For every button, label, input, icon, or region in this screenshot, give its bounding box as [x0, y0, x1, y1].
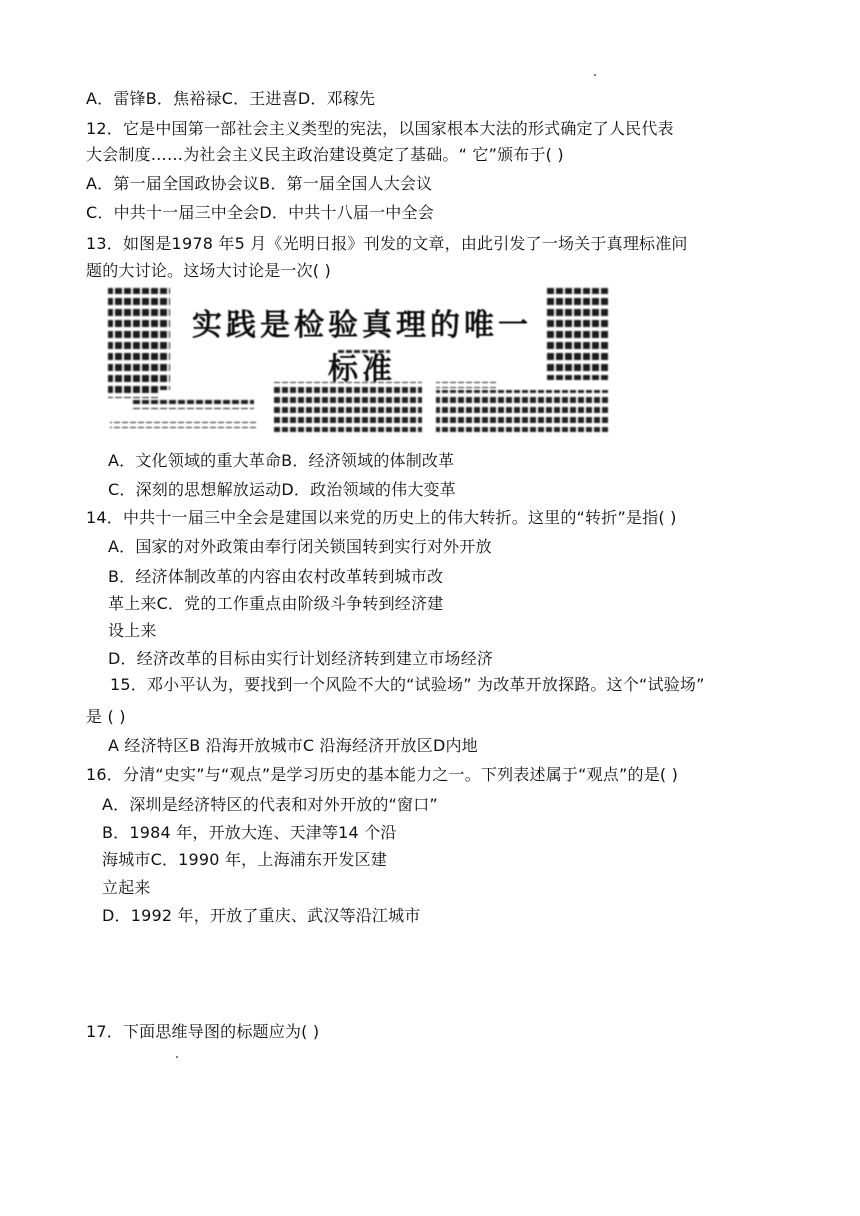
newspaper-headline: 实践是检验真理的唯一标准	[192, 308, 532, 387]
q15-stem-line1: 15．邓小平认为，要找到一个风险不大的“试验场” 为改革开放探路。这个“试验场”	[110, 675, 705, 694]
q13-stem-line1: 13．如图是1978 年5 月《光明日报》刊发的文章，由此引发了一场关于真理标准问	[86, 234, 688, 253]
q12-stem-line2: 大会制度……为社会主义民主政治建设奠定了基础。“ 它”颁布于( )	[86, 145, 564, 164]
q14-option-a: A．国家的对外政策由奉行闭关锁国转到实行对外开放	[108, 537, 492, 556]
q16-option-c-line2: 立起来	[102, 878, 151, 897]
q13-option-cd: C．深刻的思想解放运动D．政治领域的伟大变革	[108, 480, 456, 499]
q12-option-ab: A．第一届全国政协会议B．第一届全国人大会议	[86, 174, 433, 193]
q16-stem: 16．分清“史实”与“观点”是学习历史的基本能力之一。下列表述属于“观点”的是( )	[86, 765, 679, 784]
q15-options: A 经济特区B 沿海开放城市C 沿海经济开放区D内地	[108, 736, 478, 755]
q14-option-c-line2: 设上来	[108, 621, 157, 640]
q16-option-b-line1: B．1984 年，开放大连、天津等14 个沿	[102, 823, 397, 842]
q12-stem-line1: 12．它是中国第一部社会主义类型的宪法，以国家根本大法的形式确定了人民代表	[86, 119, 674, 138]
q11-options: A．雷锋B．焦裕禄C．王进喜D．邓稼先	[86, 89, 376, 108]
stray-mark	[176, 1056, 178, 1058]
stray-mark	[594, 74, 596, 76]
q12-option-cd: C．中共十一届三中全会D．中共十八届一中全会	[86, 203, 434, 222]
q13-stem-line2: 题的大讨论。这场大讨论是一次( )	[86, 261, 331, 280]
q16-option-a: A．深圳是经济特区的代表和对外开放的“窗口”	[102, 795, 438, 814]
q14-option-d: D．经济改革的目标由实行计划经济转到建立市场经济	[108, 649, 494, 668]
q16-option-d: D．1992 年，开放了重庆、武汉等沿江城市	[102, 906, 421, 925]
q14-stem: 14．中共十一届三中全会是建国以来党的历史上的伟大转折。这里的“转折”是指( )	[86, 508, 677, 527]
q14-option-b-line2: 革上来C．党的工作重点由阶级斗争转到经济建	[108, 594, 444, 613]
q15-stem-line2: 是 ( )	[86, 707, 126, 726]
newspaper-clipping-image	[106, 286, 612, 438]
q16-option-b-line2: 海城市C．1990 年，上海浦东开发区建	[102, 850, 387, 869]
q17-stem: 17．下面思维导图的标题应为( )	[86, 1022, 320, 1041]
q14-option-b-line1: B．经济体制改革的内容由农村改革转到城市改	[108, 567, 444, 586]
q13-option-ab: A．文化领域的重大革命B．经济领域的体制改革	[108, 451, 455, 470]
